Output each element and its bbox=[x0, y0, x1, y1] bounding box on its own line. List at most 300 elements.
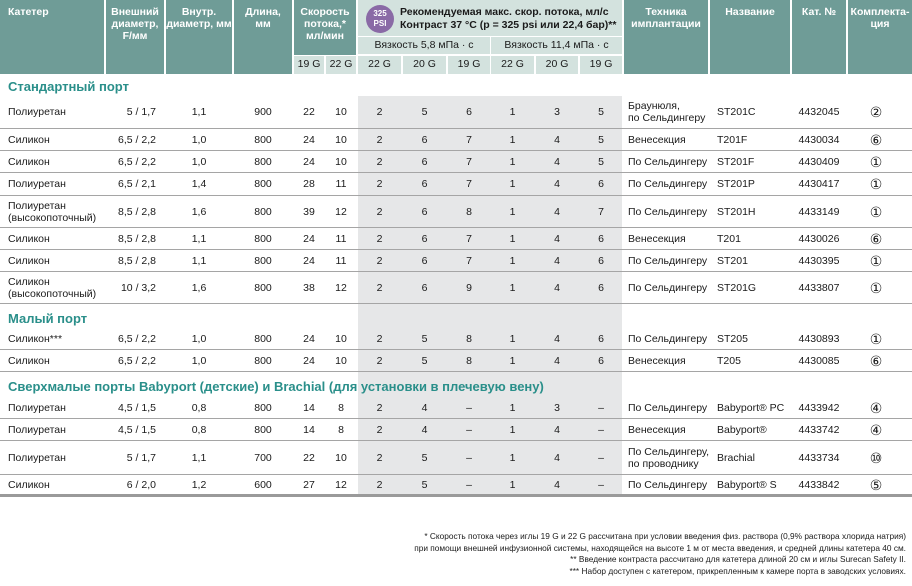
cell-lines bbox=[628, 479, 707, 491]
catheter-cell bbox=[8, 96, 104, 128]
kit-cell: ① bbox=[869, 330, 883, 347]
flow-22g-cell: 12 bbox=[335, 205, 347, 218]
technique-cell bbox=[628, 419, 712, 440]
viscosity-v1-1-cell: 6 bbox=[421, 281, 428, 294]
viscosity-v2-0-cell: 1 bbox=[509, 178, 516, 190]
catheter-cell bbox=[8, 272, 104, 303]
viscosity-v1-1-cell: 6 bbox=[421, 133, 428, 146]
hdr-line: Внутр. bbox=[181, 6, 217, 18]
viscosity-v1-0-cell: 2 bbox=[376, 423, 383, 436]
viscosity-v1-1-cell: 4 bbox=[421, 401, 428, 414]
cell-line: По Сельдингеру bbox=[628, 401, 708, 414]
viscosity-v2-2-cell: 6 bbox=[598, 178, 604, 190]
catheter-cell bbox=[8, 397, 104, 418]
cell-lines bbox=[8, 276, 96, 300]
name-cell: ST205 bbox=[717, 332, 748, 345]
header-flow bbox=[294, 0, 356, 55]
technique-cell bbox=[628, 441, 712, 474]
name-cell: ST201G bbox=[717, 281, 757, 294]
outer-diameter-cell: 6,5 / 2,2 bbox=[118, 133, 156, 146]
kit-cell: ⑤ bbox=[869, 476, 883, 493]
table-header bbox=[0, 0, 912, 74]
section-title: Малый порт bbox=[8, 311, 88, 326]
cat-no-cell: 4433149 bbox=[798, 205, 840, 218]
gauge-22g-flow: 22 G bbox=[326, 56, 356, 74]
footnotes bbox=[346, 531, 906, 577]
kit-cell: ① bbox=[869, 176, 883, 192]
outer-diameter-cell: 8,5 / 2,8 bbox=[118, 205, 156, 218]
viscosity-v1-2-cell: 9 bbox=[466, 281, 472, 294]
viscosity-v1-2-cell: – bbox=[466, 451, 472, 464]
cat-no-cell: 4433742 bbox=[798, 423, 840, 436]
table-row bbox=[0, 228, 912, 250]
cell-lines bbox=[8, 355, 50, 367]
flow-19g-cell: 24 bbox=[303, 155, 315, 168]
flow-22g-cell: 12 bbox=[335, 478, 347, 491]
cell-line: Полиуретан bbox=[8, 178, 66, 190]
name-cell: Babyport® S bbox=[717, 478, 777, 491]
cell-lines bbox=[628, 333, 707, 345]
cat-no-cell: 4430085 bbox=[798, 354, 840, 367]
cell-line: Силикон*** bbox=[8, 332, 63, 345]
outer-diameter-cell: 6,5 / 2,2 bbox=[118, 332, 156, 345]
cell-lines bbox=[628, 446, 709, 470]
viscosity-v2-2-cell: 5 bbox=[598, 155, 604, 168]
outer-diameter-cell: 6,5 / 2,1 bbox=[118, 178, 156, 190]
name-cell: ST201F bbox=[717, 155, 755, 168]
cell-line: (высокопоточный) bbox=[8, 287, 97, 300]
outer-diameter-cell: 6,5 / 2,2 bbox=[118, 354, 156, 367]
name-cell: T201 bbox=[717, 232, 741, 245]
gauge-22g-v1: 22 G bbox=[358, 56, 401, 74]
cat-no-cell: 4430395 bbox=[798, 254, 840, 267]
viscosity-v1-2-cell: 7 bbox=[466, 155, 472, 168]
gauge-22g-v2: 22 G bbox=[491, 56, 534, 74]
header-inner-diameter bbox=[166, 0, 232, 74]
viscosity-v2-1-cell: 4 bbox=[554, 178, 560, 190]
viscosity-v2-2-cell: 5 bbox=[598, 106, 604, 118]
cell-line: (высокопоточный) bbox=[8, 211, 97, 224]
technique-cell bbox=[628, 350, 712, 371]
viscosity-v2-0-cell: 1 bbox=[509, 423, 516, 436]
viscosity-v2-0-cell: 1 bbox=[509, 401, 516, 414]
cell-line: Венесекция bbox=[628, 232, 686, 245]
viscosity-v1-0-cell: 2 bbox=[376, 354, 383, 367]
name-cell: ST201 bbox=[717, 254, 748, 267]
viscosity-v2-1-cell: 4 bbox=[554, 332, 560, 345]
table-row bbox=[0, 196, 912, 228]
hdr-line: мл/мин bbox=[306, 30, 344, 42]
kit-cell: ④ bbox=[869, 421, 883, 438]
viscosity-v2-1-cell: 3 bbox=[554, 106, 560, 118]
technique-cell bbox=[628, 328, 712, 349]
name-cell: T205 bbox=[717, 354, 741, 367]
cell-line: Силикон bbox=[8, 155, 50, 168]
cell-line: По Сельдингеру bbox=[628, 281, 708, 294]
cell-line: по Сельдингеру bbox=[628, 112, 706, 124]
viscosity-v1-0-cell: 2 bbox=[376, 106, 383, 118]
cell-line: По Сельдингеру bbox=[628, 332, 708, 345]
viscosity-v1-0-cell: 2 bbox=[376, 178, 383, 190]
length-cell: 800 bbox=[254, 281, 272, 294]
cell-line: Силикон bbox=[8, 254, 50, 267]
cell-lines bbox=[8, 178, 66, 190]
flow-19g-cell: 24 bbox=[303, 232, 315, 245]
cell-lines bbox=[8, 255, 50, 267]
viscosity-v1-1-cell: 6 bbox=[421, 178, 428, 190]
cell-line: по проводнику bbox=[628, 457, 699, 470]
viscosity-v1-2-cell: 7 bbox=[466, 254, 472, 267]
table-row bbox=[0, 96, 912, 129]
hdr-line: Комплекта- bbox=[850, 6, 910, 18]
cell-line: Силикон bbox=[8, 232, 50, 245]
viscosity-v2-2-cell: 6 bbox=[598, 232, 604, 245]
viscosity-v1-0-cell: 2 bbox=[376, 281, 383, 294]
flow-19g-cell: 28 bbox=[303, 178, 315, 190]
viscosity-v1-0-cell: 2 bbox=[376, 478, 383, 491]
viscosity-v2-0-cell: 1 bbox=[509, 232, 516, 245]
technique-cell bbox=[628, 250, 712, 271]
viscosity-v1-1-cell: 5 bbox=[421, 106, 428, 118]
viscosity-v2-2-cell: – bbox=[598, 423, 604, 436]
catheter-cell bbox=[8, 196, 104, 227]
inner-diameter-cell: 1,2 bbox=[191, 478, 207, 491]
viscosity-v2-1-cell: 3 bbox=[554, 401, 560, 414]
flow-22g-cell: 8 bbox=[338, 423, 344, 436]
cell-lines bbox=[628, 355, 686, 367]
kit-cell: ⑩ bbox=[869, 449, 883, 466]
flow-22g-cell: 10 bbox=[335, 354, 347, 367]
header-outer-diameter bbox=[106, 0, 164, 74]
table-row bbox=[0, 250, 912, 272]
flow-22g-cell: 8 bbox=[338, 401, 344, 414]
viscosity-v1-1-cell: 5 bbox=[421, 478, 428, 491]
viscosity-v2-0-cell: 1 bbox=[509, 332, 516, 345]
cell-line: Силикон bbox=[8, 478, 50, 491]
viscosity-v1-2-cell: – bbox=[466, 401, 472, 414]
hdr-line: диаметр, мм bbox=[166, 18, 232, 30]
cell-lines bbox=[8, 333, 62, 345]
catheter-cell bbox=[8, 328, 104, 349]
cell-lines bbox=[8, 402, 66, 414]
cat-no-cell: 4432045 bbox=[798, 106, 840, 118]
inner-diameter-cell: 1,0 bbox=[191, 332, 207, 345]
outer-diameter-cell: 5 / 1,7 bbox=[126, 451, 156, 464]
flow-19g-cell: 24 bbox=[303, 354, 315, 367]
viscosity-v1-1-cell: 6 bbox=[421, 155, 428, 168]
flow-22g-cell: 11 bbox=[335, 178, 347, 190]
viscosity-v2-0-cell: 1 bbox=[509, 133, 516, 146]
technique-cell bbox=[628, 151, 712, 172]
cell-line: Полиуретан bbox=[8, 401, 66, 414]
cell-line: Венесекция bbox=[628, 423, 686, 436]
hdr-line: Скорость bbox=[300, 6, 350, 18]
length-cell: 800 bbox=[254, 401, 272, 414]
kit-cell: ⑥ bbox=[869, 352, 883, 369]
viscosity-v1-2-cell: 7 bbox=[466, 232, 472, 245]
kit-cell: ⑥ bbox=[869, 230, 883, 247]
viscosity-v2-2-cell: 6 bbox=[598, 254, 604, 267]
viscosity-v2-0-cell: 1 bbox=[509, 451, 516, 464]
viscosity-v2-2-cell: – bbox=[598, 401, 604, 414]
hdr-line: потока,* bbox=[303, 18, 346, 30]
viscosity-v2-0-cell: 1 bbox=[509, 478, 516, 491]
flow-22g-cell: 10 bbox=[335, 155, 347, 168]
flow-22g-cell: 11 bbox=[335, 254, 347, 267]
viscosity-v1-0-cell: 2 bbox=[376, 205, 383, 218]
cell-line: По Сельдингеру bbox=[628, 178, 708, 190]
header-cat-no bbox=[792, 0, 846, 74]
flow-19g-cell: 14 bbox=[303, 423, 315, 436]
cell-line: Венесекция bbox=[628, 133, 686, 146]
name-cell: T201F bbox=[717, 133, 748, 146]
cell-lines bbox=[628, 282, 707, 294]
hdr-line: имплантации bbox=[631, 18, 701, 30]
section-title: Сверхмалые порты Babyport (детские) и Brachial (для установки в плечевую вену) bbox=[8, 379, 544, 394]
cell-lines bbox=[8, 479, 50, 491]
rec-line: Контраст 37 °С (p = 325 psi или 22,4 бар)** bbox=[400, 19, 617, 31]
viscosity-v1-0-cell: 2 bbox=[376, 133, 383, 146]
hdr-line: диаметр, bbox=[111, 18, 159, 30]
inner-diameter-cell: 1,1 bbox=[191, 232, 207, 245]
hdr-line: Длина, bbox=[245, 6, 281, 18]
viscosity-v1-0-cell: 2 bbox=[376, 451, 383, 464]
table-row bbox=[0, 397, 912, 419]
inner-diameter-cell: 1,6 bbox=[191, 281, 207, 294]
cell-lines bbox=[628, 402, 707, 414]
kit-cell: ① bbox=[869, 153, 883, 170]
hdr-line: ция bbox=[870, 18, 890, 30]
name-cell: Babyport® PC bbox=[717, 401, 785, 414]
name-cell: Babyport® bbox=[717, 423, 767, 436]
inner-diameter-cell: 1,0 bbox=[191, 155, 207, 168]
catheter-cell bbox=[8, 475, 104, 494]
name-cell: ST201C bbox=[717, 106, 756, 118]
viscosity-v1-2-cell: 8 bbox=[466, 354, 472, 367]
cat-no-cell: 4433942 bbox=[798, 401, 840, 414]
hdr-line: Название bbox=[725, 6, 775, 18]
kit-cell: ② bbox=[869, 104, 883, 120]
outer-diameter-cell: 4,5 / 1,5 bbox=[118, 423, 156, 436]
table-row bbox=[0, 173, 912, 196]
viscosity-v2-1-cell: 4 bbox=[554, 232, 560, 245]
flow-19g-cell: 14 bbox=[303, 401, 315, 414]
outer-diameter-cell: 8,5 / 2,8 bbox=[118, 232, 156, 245]
section-title: Стандартный порт bbox=[8, 79, 129, 94]
psi-unit: PSI bbox=[373, 19, 387, 28]
viscosity-v2-0-cell: 1 bbox=[509, 254, 516, 267]
gauge-19g-flow: 19 G bbox=[294, 56, 324, 74]
viscosity-v1-2-cell: 7 bbox=[466, 133, 472, 146]
outer-diameter-cell: 10 / 3,2 bbox=[120, 281, 156, 294]
flow-22g-cell: 10 bbox=[335, 133, 347, 146]
viscosity-v1-0-cell: 2 bbox=[376, 401, 383, 414]
cell-lines bbox=[8, 452, 66, 464]
header-viscosity-2: Вязкость 11,4 мПа · с bbox=[491, 37, 622, 54]
viscosity-v2-1-cell: 4 bbox=[554, 281, 560, 294]
flow-19g-cell: 27 bbox=[303, 478, 315, 491]
table-row bbox=[0, 272, 912, 304]
cell-line: Силикон bbox=[8, 133, 50, 146]
technique-cell bbox=[628, 129, 712, 150]
header-name bbox=[710, 0, 790, 74]
catheter-cell bbox=[8, 419, 104, 440]
cell-line: Полиуретан bbox=[8, 423, 66, 436]
viscosity-v1-2-cell: 6 bbox=[466, 106, 472, 118]
cat-no-cell: 4430417 bbox=[798, 178, 840, 190]
viscosity-v1-2-cell: 8 bbox=[466, 205, 472, 218]
cell-lines bbox=[628, 178, 707, 190]
viscosity-v2-1-cell: 4 bbox=[554, 478, 560, 491]
length-cell: 800 bbox=[254, 232, 272, 245]
header-catheter bbox=[0, 0, 104, 74]
outer-diameter-cell: 4,5 / 1,5 bbox=[118, 401, 156, 414]
cell-line: Полиуретан bbox=[8, 106, 66, 118]
flow-22g-cell: 12 bbox=[335, 281, 347, 294]
cell-lines bbox=[8, 106, 66, 118]
rec-line: Рекомендуемая макс. скор. потока, мл/с bbox=[400, 6, 609, 18]
viscosity-v2-0-cell: 1 bbox=[509, 354, 516, 367]
viscosity-v2-0-cell: 1 bbox=[509, 281, 516, 294]
length-cell: 800 bbox=[254, 254, 272, 267]
viscosity-v1-2-cell: – bbox=[466, 478, 472, 491]
catheter-cell bbox=[8, 151, 104, 172]
viscosity-v2-2-cell: 7 bbox=[598, 205, 604, 218]
flow-19g-cell: 22 bbox=[303, 106, 315, 118]
cell-line: По Сельдингеру bbox=[628, 254, 708, 267]
technique-cell bbox=[628, 272, 712, 303]
catheter-cell bbox=[8, 441, 104, 474]
viscosity-v2-0-cell: 1 bbox=[509, 155, 516, 168]
inner-diameter-cell: 1,0 bbox=[191, 133, 207, 146]
technique-cell bbox=[628, 173, 712, 195]
cell-lines bbox=[8, 156, 50, 168]
flow-22g-cell: 11 bbox=[335, 232, 347, 245]
kit-cell: ① bbox=[869, 203, 883, 220]
cell-line: Силикон bbox=[8, 275, 50, 288]
viscosity-v1-2-cell: 7 bbox=[466, 178, 472, 190]
length-cell: 800 bbox=[254, 205, 272, 218]
gauge-19g-v2: 19 G bbox=[580, 56, 622, 74]
cell-line: Венесекция bbox=[628, 354, 686, 367]
length-cell: 800 bbox=[254, 332, 272, 345]
viscosity-v1-0-cell: 2 bbox=[376, 232, 383, 245]
name-cell: ST201H bbox=[717, 205, 756, 218]
cat-no-cell: 4433807 bbox=[798, 281, 840, 294]
gauge-19g-v1: 19 G bbox=[448, 56, 490, 74]
length-cell: 600 bbox=[254, 478, 272, 491]
flow-22g-cell: 10 bbox=[335, 332, 347, 345]
viscosity-v1-1-cell: 5 bbox=[421, 354, 428, 367]
kit-cell: ① bbox=[869, 279, 883, 296]
technique-cell bbox=[628, 397, 712, 418]
hdr-line: Техника bbox=[645, 6, 687, 18]
flow-22g-cell: 10 bbox=[335, 451, 347, 464]
name-cell: ST201P bbox=[717, 178, 755, 190]
header-viscosity-1: Вязкость 5,8 мПа · с bbox=[358, 37, 490, 54]
catheter-cell bbox=[8, 250, 104, 271]
technique-cell bbox=[628, 196, 712, 227]
length-cell: 800 bbox=[254, 155, 272, 168]
table-row bbox=[0, 328, 912, 350]
viscosity-v2-2-cell: 6 bbox=[598, 332, 604, 345]
viscosity-v1-1-cell: 4 bbox=[421, 423, 428, 436]
flow-19g-cell: 24 bbox=[303, 254, 315, 267]
viscosity-v2-0-cell: 1 bbox=[509, 106, 516, 118]
catheter-cell bbox=[8, 173, 104, 195]
cat-no-cell: 4433734 bbox=[798, 451, 840, 464]
viscosity-v1-2-cell: – bbox=[466, 423, 472, 436]
viscosity-v1-1-cell: 5 bbox=[421, 451, 428, 464]
kit-cell: ① bbox=[869, 252, 883, 269]
cat-no-cell: 4430026 bbox=[798, 232, 840, 245]
cell-lines bbox=[8, 134, 50, 146]
viscosity-v2-1-cell: 4 bbox=[554, 451, 560, 464]
length-cell: 800 bbox=[254, 354, 272, 367]
cat-no-cell: 4430409 bbox=[798, 155, 840, 168]
footnote: ** Введение контраста рассчитано для катетера длиной 20 см и иглы Surecan Safety II. bbox=[570, 554, 906, 564]
kit-cell: ⑥ bbox=[869, 131, 883, 148]
inner-diameter-cell: 0,8 bbox=[191, 401, 207, 414]
technique-cell bbox=[628, 475, 712, 494]
cell-lines bbox=[628, 156, 707, 168]
outer-diameter-cell: 5 / 1,7 bbox=[126, 106, 156, 118]
kit-cell: ④ bbox=[869, 399, 883, 416]
technique-cell bbox=[628, 228, 712, 249]
viscosity-v2-0-cell: 1 bbox=[509, 205, 516, 218]
outer-diameter-cell: 6,5 / 2,2 bbox=[118, 155, 156, 168]
cell-lines bbox=[628, 206, 707, 218]
catheter-cell bbox=[8, 350, 104, 371]
footnote: * Скорость потока через иглы 19 G и 22 G рассчитана при условии введения физ. раствора (0,9% раствора хлорида натрия) bbox=[424, 531, 906, 541]
viscosity-v2-1-cell: 4 bbox=[554, 423, 560, 436]
outer-diameter-cell: 6 / 2,0 bbox=[126, 478, 156, 491]
cell-lines bbox=[628, 424, 686, 436]
viscosity-v1-2-cell: 8 bbox=[466, 332, 472, 345]
cell-line: Полиуретан bbox=[8, 199, 66, 212]
cell-lines bbox=[628, 134, 686, 146]
cell-lines bbox=[628, 100, 705, 124]
catheter-cell bbox=[8, 129, 104, 150]
hdr-line: мм bbox=[255, 18, 271, 30]
footnote: *** Набор доступен с катетером, прикрепленным к камере порта в заводских условиях. bbox=[569, 565, 906, 576]
table-row bbox=[0, 129, 912, 151]
cat-no-cell: 4433842 bbox=[798, 478, 840, 491]
viscosity-v1-0-cell: 2 bbox=[376, 155, 383, 168]
viscosity-v1-0-cell: 2 bbox=[376, 332, 383, 345]
cat-no-cell: 4430893 bbox=[798, 332, 840, 345]
length-cell: 900 bbox=[254, 106, 272, 118]
length-cell: 800 bbox=[254, 178, 272, 190]
cell-line: По Сельдингеру bbox=[628, 155, 708, 168]
table-row bbox=[0, 151, 912, 173]
cell-lines bbox=[628, 233, 686, 245]
cell-line: Браунюля, bbox=[628, 100, 680, 112]
inner-diameter-cell: 1,1 bbox=[191, 106, 207, 118]
inner-diameter-cell: 1,1 bbox=[191, 451, 207, 464]
cell-lines bbox=[8, 424, 66, 436]
table-row bbox=[0, 475, 912, 497]
header-kit bbox=[848, 0, 912, 74]
outer-diameter-cell: 8,5 / 2,8 bbox=[118, 254, 156, 267]
hdr-line: Кат. № bbox=[801, 6, 837, 18]
cat-no-cell: 4430034 bbox=[798, 133, 840, 146]
length-cell: 700 bbox=[254, 451, 272, 464]
inner-diameter-cell: 1,0 bbox=[191, 354, 207, 367]
header-length bbox=[234, 0, 292, 74]
viscosity-v2-1-cell: 4 bbox=[554, 155, 560, 168]
catheter-cell bbox=[8, 228, 104, 249]
